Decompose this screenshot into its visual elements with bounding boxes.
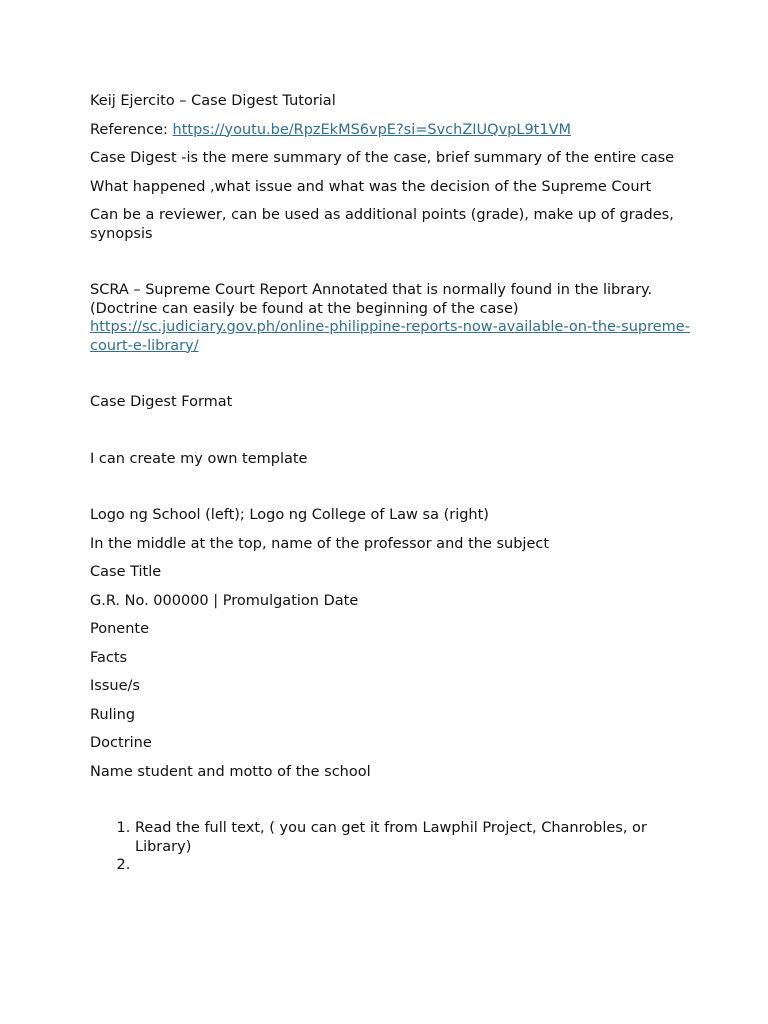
reference-line: [90, 121, 690, 140]
format-item: Ponente: [90, 621, 150, 637]
format-item: Name student and motto of the school: [90, 763, 371, 780]
format-heading: Case Digest Format: [90, 394, 233, 410]
format-item: Case Title: [90, 564, 162, 580]
reference-label: Reference:: [90, 121, 173, 138]
format-item: Doctrine: [90, 735, 152, 751]
template-note: I can create my own template: [90, 450, 308, 467]
uses-paragraph: Can be a reviewer, can be used as additional points (grade), make up of grades, synopsis: [90, 207, 674, 242]
steps-list: [90, 819, 690, 875]
format-item: In the middle at the top, name of the professor and the subject: [90, 535, 550, 552]
format-item: Issue/s: [90, 678, 140, 694]
format-item: Ruling: [90, 706, 136, 723]
definition-paragraph: Case Digest -is the mere summary of the case, brief summary of the entire case: [90, 150, 675, 166]
document-title: Keij Ejercito – Case Digest Tutorial: [90, 93, 336, 109]
what-paragraph: What happened ,what issue and what was the decision of the Supreme Court: [90, 178, 652, 195]
scra-block: [90, 281, 690, 355]
reference-link[interactable]: https://youtu.be/RpzEkMS6vpE?si=SvchZIUQvpL9t1VM: [172, 121, 572, 138]
scra-line: SCRA – Supreme Court Report Annotated that is normally found in the library.: [90, 282, 653, 298]
doctrine-note: (Doctrine can easily be found at the beginning of the case): [90, 300, 519, 317]
format-item: Logo ng School (left); Logo ng College of Law sa (right): [90, 507, 489, 523]
document-page: [90, 92, 690, 875]
step-item: 1. Read the full text, ( you can get it from Lawphil Project, Chanrobles, or Library): [135, 819, 690, 856]
step-item: [135, 856, 690, 875]
format-item: Facts: [90, 649, 128, 666]
scra-link[interactable]: https://sc.judiciary.gov.ph/online-philippine-reports-now-available-on-the-supreme-court-e-library/: [90, 319, 690, 354]
format-item: G.R. No. 000000 | Promulgation Date: [90, 592, 359, 609]
